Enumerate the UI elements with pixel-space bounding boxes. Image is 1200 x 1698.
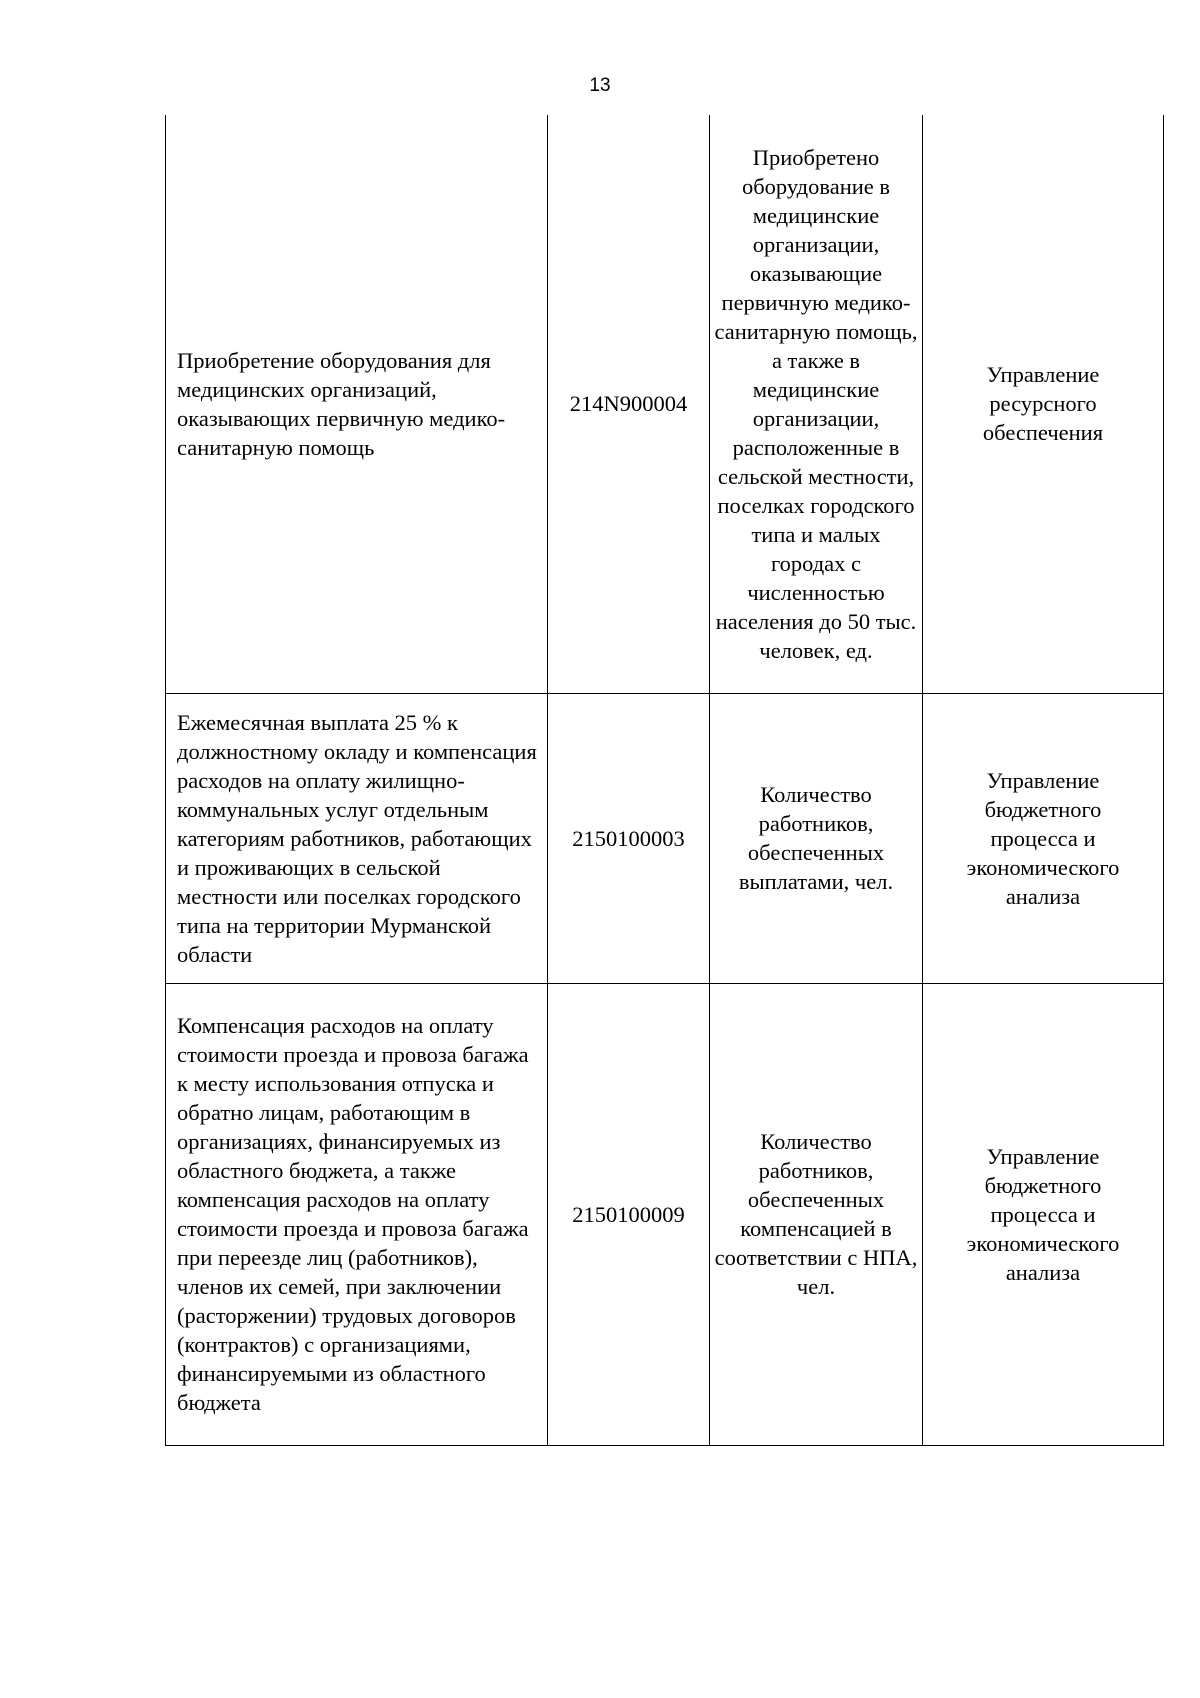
measure-name-cell: Ежемесячная выплата 25 % к должностному окладу и компенсация расходов на оплату жилищно-коммунальных услуг отдельным категориям работников, работающих и проживающих в сельской местности или поселках городского типа на территории Мурманской области xyxy=(166,693,548,983)
measure-responsible-cell: Управление ресурсного обеспечения xyxy=(923,115,1164,693)
measure-code-cell: 2150100003 xyxy=(548,693,710,983)
measure-name-cell: Приобретение оборудования для медицинских организаций, оказывающих первичную медико-санитарную помощь xyxy=(166,115,548,693)
measure-responsible-cell: Управление бюджетного процесса и экономического анализа xyxy=(923,983,1164,1445)
page-number: 13 xyxy=(589,75,611,96)
measure-indicator-cell: Количество работников, обеспеченных компенсацией в соответствии с НПА, чел. xyxy=(710,983,923,1445)
measure-code-cell: 214N900004 xyxy=(548,115,710,693)
table-row xyxy=(166,693,1164,983)
table-row xyxy=(166,983,1164,1445)
measure-indicator-cell: Приобретено оборудование в медицинские организации, оказывающие первичную медико-санитарную помощь, а также в медицинские организации, расположенные в сельской местности, поселках городского типа и малых городах с численностью населения до 50 тыс. человек, ед. xyxy=(710,115,923,693)
measures-table xyxy=(165,115,1164,1446)
measure-name-cell: Компенсация расходов на оплату стоимости проезда и провоза багажа к месту использования отпуска и обратно лицам, работающим в организациях, финансируемых из областного бюджета, а также компенсация расходов на оплату стоимости проезда и провоза багажа при переезде лиц (работников), членов их семей, при заключении (расторжении) трудовых договоров (контрактов) с организациями, финансируемыми из областного бюджета xyxy=(166,983,548,1445)
measure-indicator-cell: Количество работников, обеспеченных выплатами, чел. xyxy=(710,693,923,983)
measure-responsible-cell: Управление бюджетного процесса и экономического анализа xyxy=(923,693,1164,983)
measure-code-cell: 2150100009 xyxy=(548,983,710,1445)
table-row xyxy=(166,115,1164,693)
